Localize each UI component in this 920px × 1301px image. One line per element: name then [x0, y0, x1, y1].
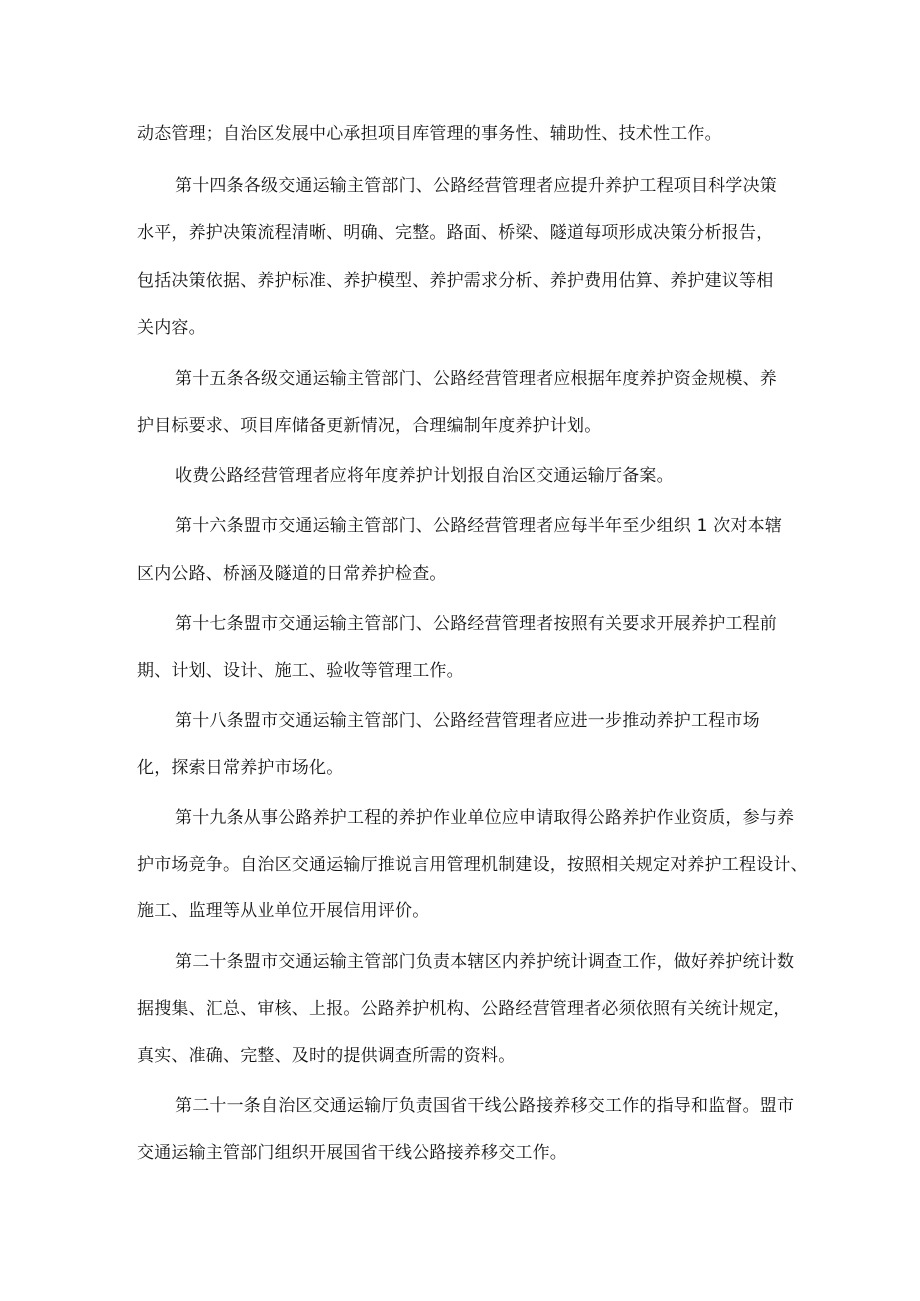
text-line: 据搜集、汇总、审核、上报。公路养护机构、公路经营管理者必须依照有关统计规定， [137, 999, 791, 1019]
text-line: 关内容。 [137, 318, 206, 338]
text-line: 第十四条各级交通运输主管部门、公路经营管理者应提升养护工程项目科学决策 [175, 176, 777, 196]
text-line: 真实、准确、完整、及时的提供调查所需的资料。 [137, 1046, 516, 1066]
text-line: 第十七条盟市交通运输主管部门、公路经营管理者按照有关要求开展养护工程前 [175, 614, 777, 634]
text-line: 第二十一条自治区交通运输厅负责国省干线公路接养移交工作的指导和监督。盟市 [175, 1096, 795, 1116]
text-line: 水平，养护决策流程清晰、明确、完整。路面、桥梁、隧道每项形成决策分析报告， [137, 223, 774, 243]
text-line: 化，探索日常养护市场化。 [137, 758, 344, 778]
text-line: 交通运输主管部门组织开展国省干线公路接养移交工作。 [137, 1143, 567, 1163]
text-line: 区内公路、桥涵及隧道的日常养护检查。 [137, 564, 447, 584]
text-line: 施工、监理等从业单位开展信用评价。 [137, 901, 430, 921]
text-line: 收费公路经营管理者应将年度养护计划报自治区交通运输厅备案。 [175, 466, 674, 486]
text-line: 第二十条盟市交通运输主管部门负责本辖区内养护统计调查工作，做好养护统计数 [175, 952, 795, 972]
text-line: 第十九条从事公路养护工程的养护作业单位应申请取得公路养护作业资质，参与养 [175, 808, 795, 828]
text-line: 护目标要求、项目库储备更新情况，合理编制年度养护计划。 [137, 416, 602, 436]
text-line: 期、计划、设计、施工、验收等管理工作。 [137, 661, 464, 681]
text-line: 第十八条盟市交通运输主管部门、公路经营管理者应进一步推动养护工程市场 [175, 711, 760, 731]
text-line: 动态管理；自治区发展中心承担项目库管理的事务性、辅助性、技术性工作。 [137, 124, 722, 144]
text-line: 第十六条盟市交通运输主管部门、公路经营管理者应每半年至少组织 1 次对本辖 [175, 516, 783, 536]
text-line: 第十五条各级交通运输主管部门、公路经营管理者应根据年度养护资金规模、养 [175, 369, 777, 389]
text-line: 护市场竞争。自治区交通运输厅推说言用管理机制建设，按照相关规定对养护工程设计、 [137, 855, 808, 875]
text-line: 包括决策依据、养护标准、养护模型、养护需求分析、养护费用估算、养护建议等相 [137, 271, 774, 291]
